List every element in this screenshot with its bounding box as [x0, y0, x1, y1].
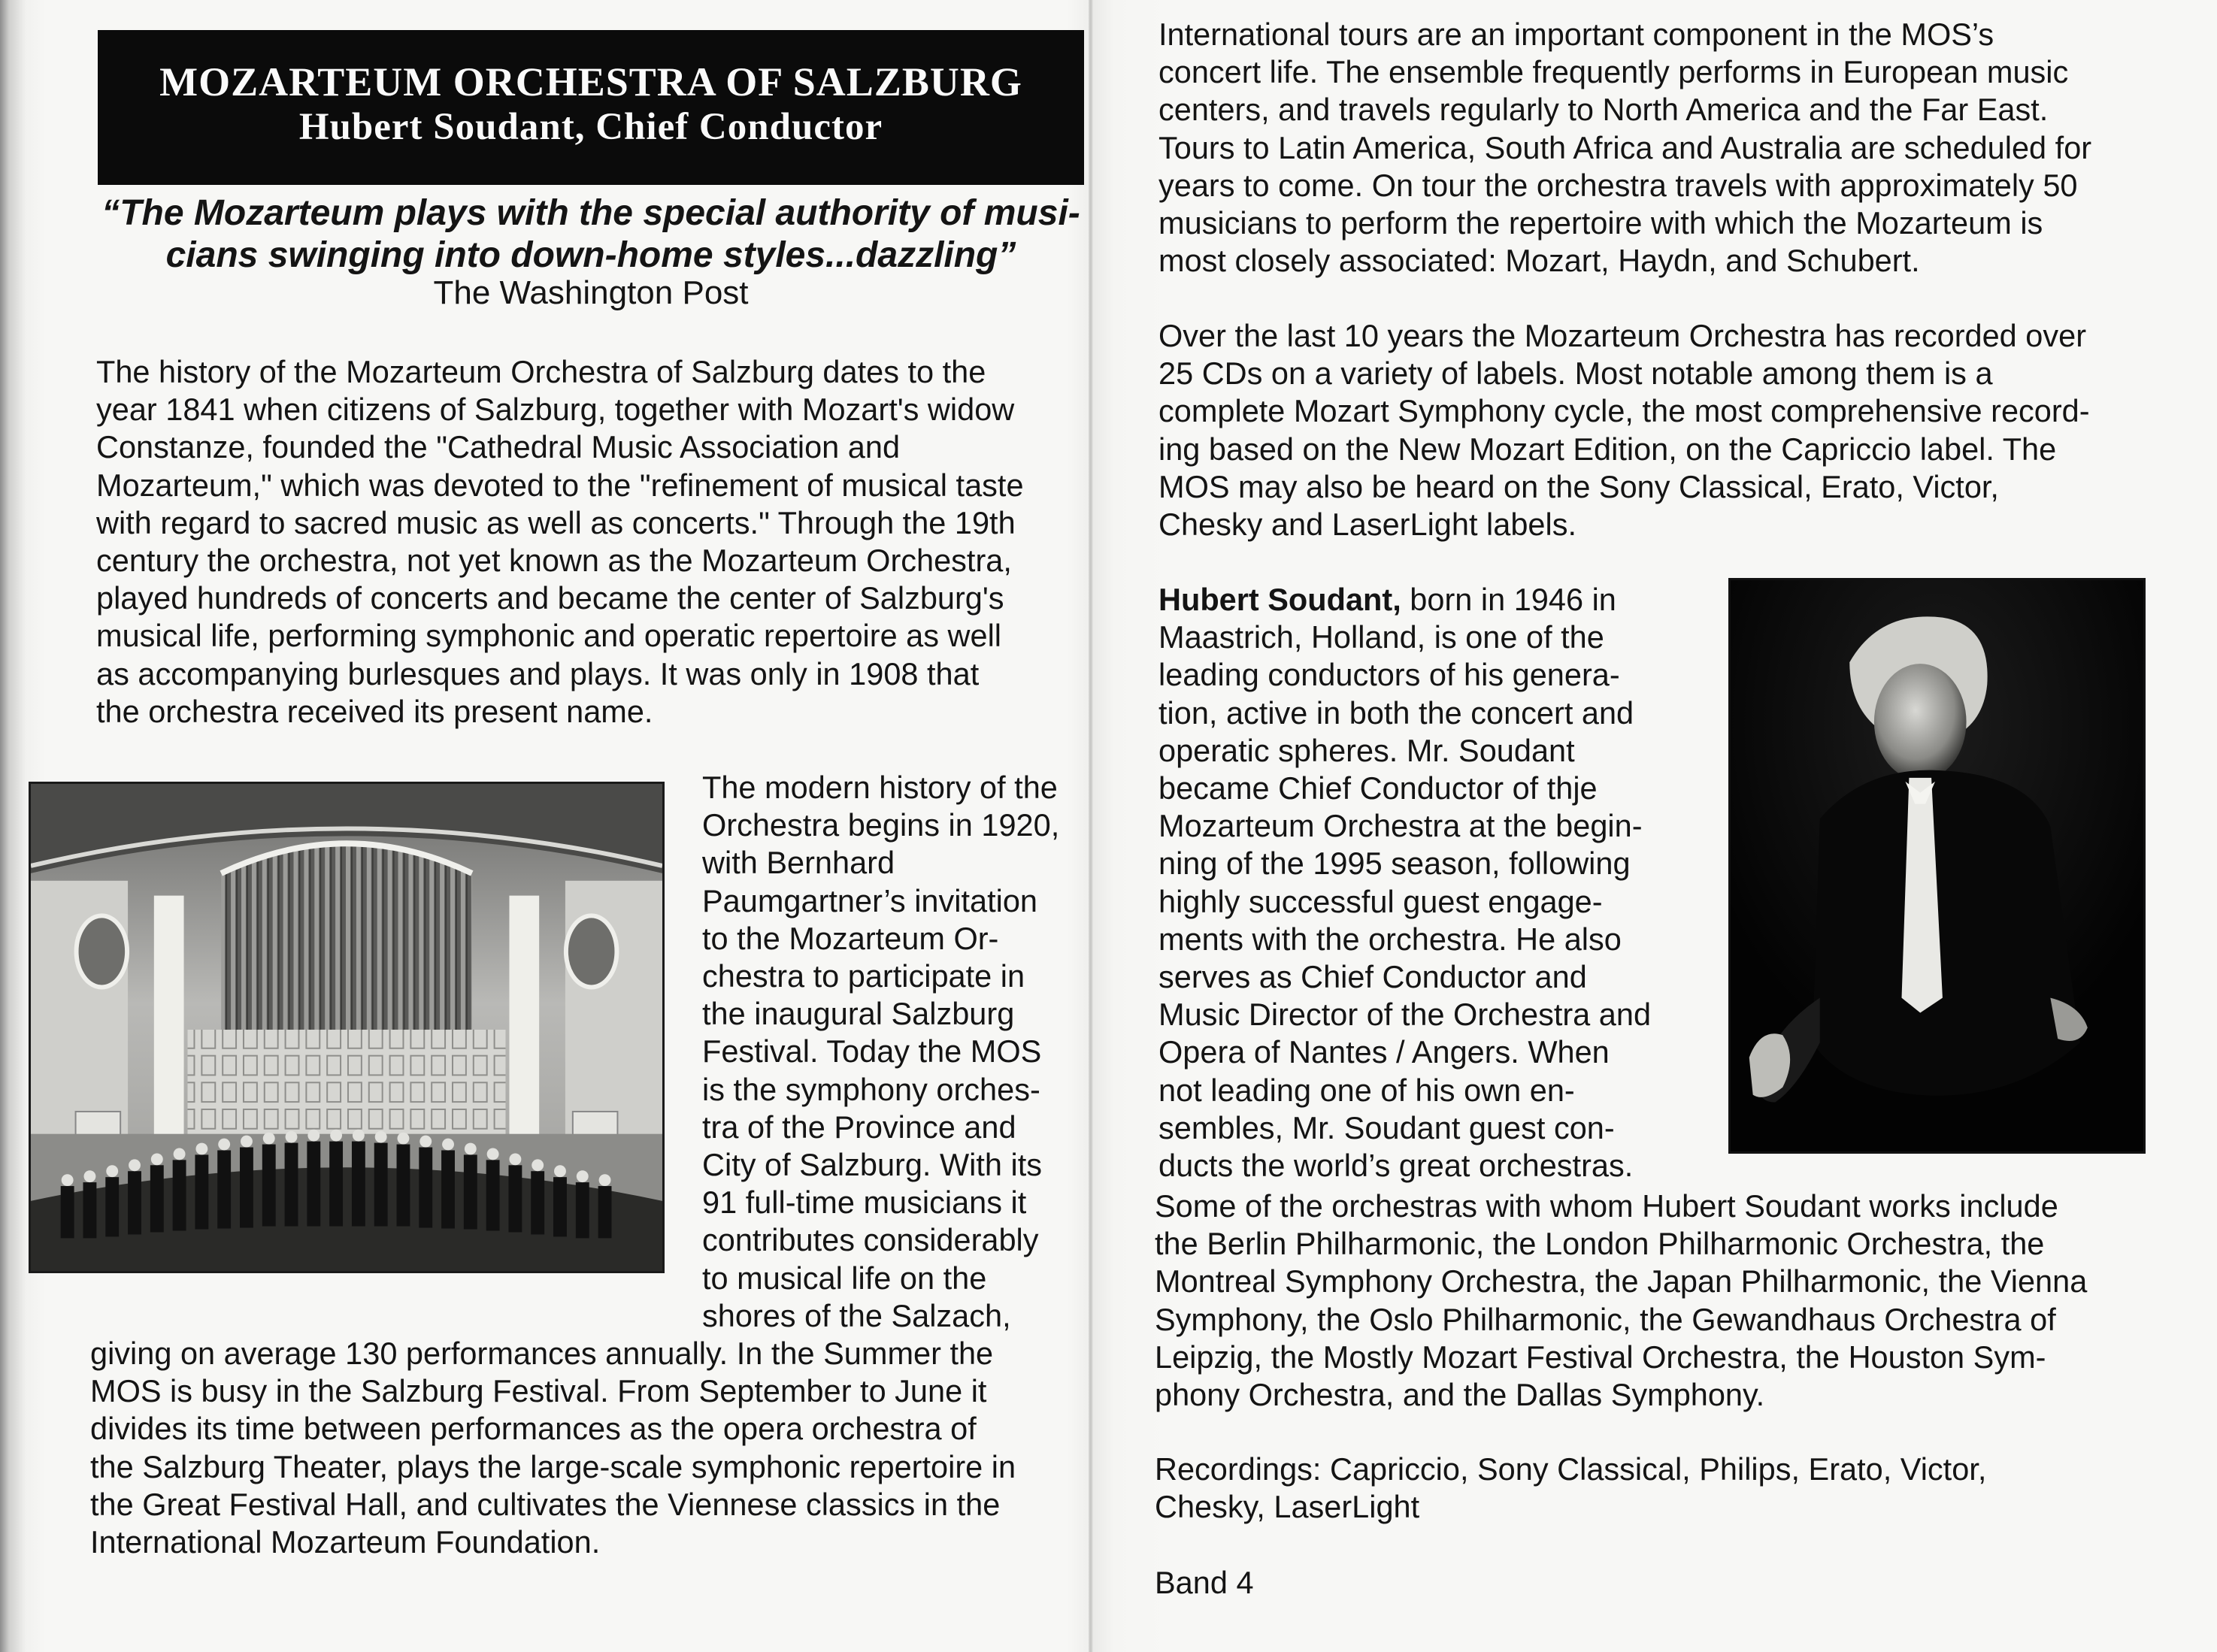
text-line: Opera of Nantes / Angers. When [1158, 1034, 1610, 1070]
conductor-portrait-illustration [1731, 580, 2143, 1151]
soudant-birth: born in 1946 in [1401, 582, 1616, 617]
text-line: most closely associated: Mozart, Haydn, and Schubert. [1158, 243, 1920, 279]
text-line: The history of the Mozarteum Orchestra of Salzburg dates to the [96, 354, 986, 389]
soudant-bio-continued [1155, 1188, 2087, 1414]
text-line: became Chief Conductor of thje [1158, 770, 1598, 806]
text-line: shores of the Salzach, [702, 1297, 1011, 1333]
text-line: Over the last 10 years the Mozarteum Orchestra has recorded over [1158, 318, 2087, 353]
text-line: Festival. Today the MOS [702, 1033, 1042, 1070]
text-line: serves as Chief Conductor and [1158, 959, 1587, 995]
text-line: MOS is busy in the Salzburg Festival. From September to June it [90, 1373, 987, 1409]
modern-history-continued [90, 1335, 1016, 1561]
text-line: Mozarteum," which was devoted to the "refinement of musical taste [96, 467, 1024, 503]
text-line: years to come. On tour the orchestra travels with approximately 50 [1158, 167, 2078, 203]
text-line: Orchestra begins in 1920, [702, 807, 1060, 843]
text-line: operatic spheres. Mr. Soudant [1158, 732, 1575, 768]
text-line: chestra to participate in [702, 958, 1025, 994]
quote-line: “The Mozarteum plays with the special authority of musi- [101, 193, 1080, 233]
band-label: Band 4 [1155, 1565, 1254, 1600]
text-line: Leipzig, the Mostly Mozart Festival Orchestra, the Houston Sym- [1155, 1339, 2046, 1375]
text-line: MOS may also be heard on the Sony Classical, Erato, Victor, [1158, 468, 1999, 504]
text-line: divides its time between performances as the opera orchestra of [90, 1411, 977, 1447]
text-line: the orchestra received its present name. [96, 693, 653, 729]
text-line: The modern history of the [702, 770, 1058, 805]
text-line: to the Mozarteum Or- [702, 920, 999, 956]
text-line: Music Director of the Orchestra and [1158, 997, 1652, 1033]
concert-hall-photo [29, 782, 665, 1273]
text-line: with Bernhard [702, 845, 895, 881]
text-line: centers, and travels regularly to North America and the Far East. [1158, 92, 2049, 128]
text-line: International Mozarteum Foundation. [90, 1524, 601, 1560]
text-line: 25 CDs on a variety of labels. Most notable among them is a [1158, 356, 1993, 392]
text-line: contributes considerably [702, 1222, 1039, 1258]
text-line: ing based on the New Mozart Edition, on the Capriccio label. The [1158, 431, 2057, 467]
text-line: tra of the Province and [702, 1109, 1016, 1145]
text-line: the inaugural Salzburg [702, 996, 1015, 1032]
page-gutter [1089, 0, 1093, 1652]
tours-paragraph [1158, 16, 2091, 280]
text-line: Tours to Latin America, South Africa and Australia are scheduled for [1158, 129, 2092, 165]
quote-source: The Washington Post [433, 274, 749, 311]
text-line: year 1841 when citizens of Salzburg, together with Mozart's widow [96, 392, 1015, 428]
orchestra-title: MOZARTEUM ORCHESTRA OF SALZBURG [159, 59, 1022, 104]
recordings-list [1155, 1451, 1986, 1526]
press-quote [98, 192, 1084, 277]
text-line: played hundreds of concerts and became the center of Salzburg's [96, 580, 1004, 616]
text-line: Mozarteum Orchestra at the begin- [1158, 808, 1643, 844]
text-line: giving on average 130 performances annually. In the Summer the [90, 1336, 994, 1371]
title-banner [98, 30, 1084, 185]
text-line: ning of the 1995 season, following [1158, 846, 1631, 882]
text-line: leading conductors of his genera- [1158, 657, 1620, 693]
text-line: Constanze, founded the "Cathedral Music Association and [96, 429, 901, 465]
text-line: Chesky, LaserLight [1155, 1489, 1420, 1525]
conductor-subtitle: Hubert Soudant, Chief Conductor [298, 106, 883, 148]
text-line: ducts the world’s great orchestras. [1158, 1148, 1634, 1184]
text-line: Recordings: Capriccio, Sony Classical, Philips, Erato, Victor, [1155, 1451, 1987, 1487]
text-line: Some of the orchestras with whom Hubert Soudant works include [1155, 1188, 2058, 1224]
text-line: Maastrich, Holland, is one of the [1158, 619, 1604, 655]
history-paragraph [96, 353, 1024, 731]
text-line: City of Salzburg. With its [702, 1147, 1043, 1183]
text-line: with regard to sacred music as well as concerts." Through the 19th [96, 504, 1016, 540]
text-line: the Great Festival Hall, and cultivates the Viennese classics in the [90, 1486, 1001, 1522]
modern-history-column [702, 769, 1059, 1335]
text-line: concert life. The ensemble frequently performs in European music [1158, 54, 2069, 90]
text-line: Symphony, the Oslo Philharmonic, the Gewandhaus Orchestra of [1155, 1301, 2056, 1337]
text-line: is the symphony orches- [702, 1071, 1040, 1107]
text-line: as accompanying burlesques and plays. It was only in 1908 that [96, 655, 980, 691]
text-line: musicians to perform the repertoire with which the Mozarteum is [1158, 205, 2043, 241]
text-line [1158, 581, 1651, 619]
text-line: to musical life on the [702, 1260, 987, 1296]
text-line: not leading one of his own en- [1158, 1072, 1575, 1108]
recordings-paragraph [1158, 317, 2090, 543]
concert-hall-illustration [31, 784, 662, 1271]
conductor-photo [1728, 578, 2146, 1154]
text-line: the Salzburg Theater, plays the large-scale symphonic repertoire in [90, 1448, 1016, 1484]
text-line: Chesky and LaserLight labels. [1158, 507, 1576, 543]
soudant-name: Hubert Soudant, [1158, 582, 1401, 617]
text-line: ments with the orchestra. He also [1158, 921, 1622, 957]
text-line: century the orchestra, not yet known as the Mozarteum Orchestra, [96, 543, 1012, 579]
text-line: musical life, performing symphonic and operatic repertoire as well [96, 618, 1002, 654]
text-line: tion, active in both the concert and [1158, 694, 1634, 731]
text-line: sembles, Mr. Soudant guest con- [1158, 1109, 1615, 1145]
text-line: the Berlin Philharmonic, the London Philharmonic Orchestra, the [1155, 1226, 2045, 1262]
text-line: phony Orchestra, and the Dallas Symphony. [1155, 1377, 1765, 1413]
text-line: complete Mozart Symphony cycle, the most comprehensive record- [1158, 393, 2090, 429]
text-line: Montreal Symphony Orchestra, the Japan Philharmonic, the Vienna [1155, 1263, 2088, 1300]
quote-line: cians swinging into down-home styles...dazzling” [165, 235, 1016, 275]
text-line: 91 full-time musicians it [702, 1185, 1027, 1221]
soudant-bio-column [1158, 581, 1651, 1185]
text-line: Paumgartner’s invitation [702, 882, 1037, 918]
text-line: highly successful guest engage- [1158, 883, 1603, 919]
text-line: International tours are an important component in the MOS’s [1158, 17, 1994, 52]
